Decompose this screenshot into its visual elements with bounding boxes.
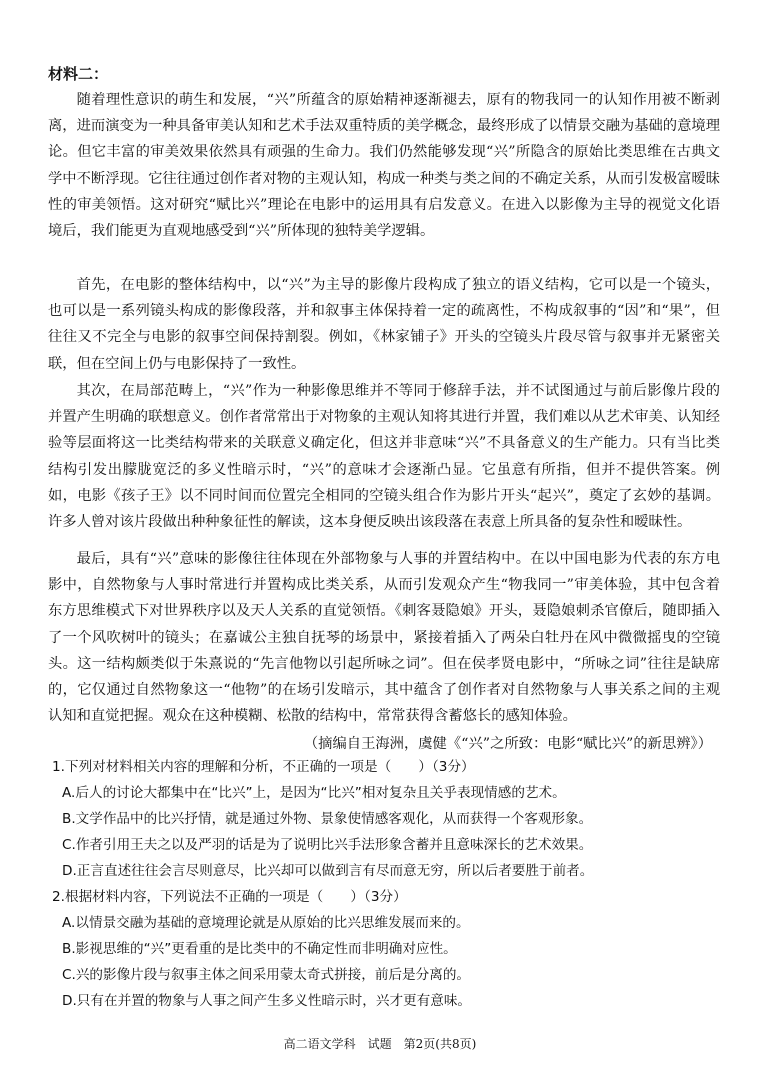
question-2-option-b: B.影视思维的“兴”更看重的是比类中的不确定性而非明确对应性。 (62, 941, 457, 957)
question-2-option-d: D.只有在并置的物象与人事之间产生多义性暗示时，兴才更有意味。 (62, 993, 472, 1009)
question-2-stem: 2.根据材料内容，下列说法不正确的一项是（ ）（3分） (52, 889, 407, 905)
question-1-option-d: D.正言直述往往会言尽则意尽，比兴却可以做到言有尽而意无穷，所以后者要胜于前者。 (62, 863, 594, 879)
question-2-option-a: A.以情景交融为基础的意境理论就是从原始的比兴思维发展而来的。 (62, 915, 470, 931)
question-2-option-c: C.兴的影像片段与叙事主体之间采用蒙太奇式拼接，前后是分离的。 (62, 967, 471, 983)
material-citation: （摘编自王海洲，虞健《“兴”之所致：电影“赋比兴”的新思辨》） (303, 736, 712, 752)
question-1-option-a: A.后人的讨论大都集中在“比兴”上，是因为“比兴”相对复杂且关乎表现情感的艺术。 (62, 785, 566, 801)
question-1-option-b: B.文学作品中的比兴抒情，就是通过外物、景象使情感客观化，从而获得一个客观形象。 (62, 811, 593, 827)
material-paragraph-2: 首先，在电影的整体结构中，以“兴”为主导的影像片段构成了独立的语义结构，它可以是一个镜头，也可以是一系列镜头构成的影像段落，并和叙事主体保持着一定的疏离性，不构成叙事的“因”和“果”，但往往又不完全与电影的叙事空间保持割裂。例如，《林家铺子》开头的空镜头片段尽管与叙事并无紧密关联，但在空间上仍与电影保持了一致性。 (48, 277, 720, 372)
material-heading: 材料二： (48, 65, 109, 83)
material-paragraph-1: 随着理性意识的萌生和发展，“兴”所蕴含的原始精神逐渐褪去，原有的物我同一的认知作用被不断剥离，进而演变为一种具备审美认知和艺术手法双重特质的美学概念，最终形成了以情景交融为基础的意境理论。但它丰富的审美效果依然具有顽强的生命力。我们仍然能够发现“兴”所隐含的原始比类思维在古典文学中不断浮现。它往往通过创作者对物的主观认知，构成一种类与类之间的不确定关系，从而引发极富暧昧性的审美领悟。这对研究“赋比兴”理论在电影中的运用具有启发意义。在进入以影像为主导的视觉文化语境后，我们能更为直观地感受到“兴”所体现的独特美学逻辑。 (48, 92, 720, 240)
question-1-option-c: C.作者引用王夫之以及严羽的话是为了说明比兴手法形象含蓄并且意味深长的艺术效果。 (62, 837, 593, 853)
question-1-stem: 1.下列对材料相关内容的理解和分析，不正确的一项是（ ）（3分） (52, 759, 475, 775)
page-footer: 高二语文学科 试题 第2页(共8页) (283, 1037, 477, 1051)
material-paragraph-3: 其次，在局部范畴上，“兴”作为一种影像思维并不等同于修辞手法，并不试图通过与前后影像片段的并置产生明确的联想意义。创作者常常出于对物象的主观认知将其进行并置，我们难以从艺术审美、认知经验等层面将这一比类结构带来的关联意义确定化，但这并非意味“兴”不具备意义的生产能力。只有当比类结构引发出朦胧宽泛的多义性暗示时，“兴”的意味才会逐渐凸显。它虽意有所指，但并不提供答案。例如，电影《孩子王》以不同时间而位置完全相同的空镜头组合作为影片开头“起兴”，奠定了玄妙的基调。许多人曾对该片段做出种种象征性的解读，这本身便反映出该段落在表意上所具备的复杂性和暧昧性。 (48, 383, 720, 531)
material-paragraph-4: 最后，具有“兴”意味的影像往往体现在外部物象与人事的并置结构中。在以中国电影为代表的东方电影中，自然物象与人事时常进行并置构成比类关系，从而引发观众产生“物我同一”审美体验，其中包含着东方思维模式下对世界秩序以及天人关系的直觉领悟。《刺客聂隐娘》开头，聂隐娘刺杀官僚后，随即插入了一个风吹树叶的镜头；在嘉诚公主独自抚琴的场景中，紧接着插入了两朵白牡丹在风中微微摇曳的空镜头。这一结构颇类似于朱熹说的“先言他物以引起所咏之词”。但在侯孝贤电影中，“所咏之词”往往是缺席的，它仅通过自然物象这一“他物”的在场引发暗示，其中蕴含了创作者对自然物象与人事关系之间的主观认知和直觉把握。观众在这种模糊、松散的结构中，常常获得含蓄悠长的感知体验。 (48, 551, 720, 725)
